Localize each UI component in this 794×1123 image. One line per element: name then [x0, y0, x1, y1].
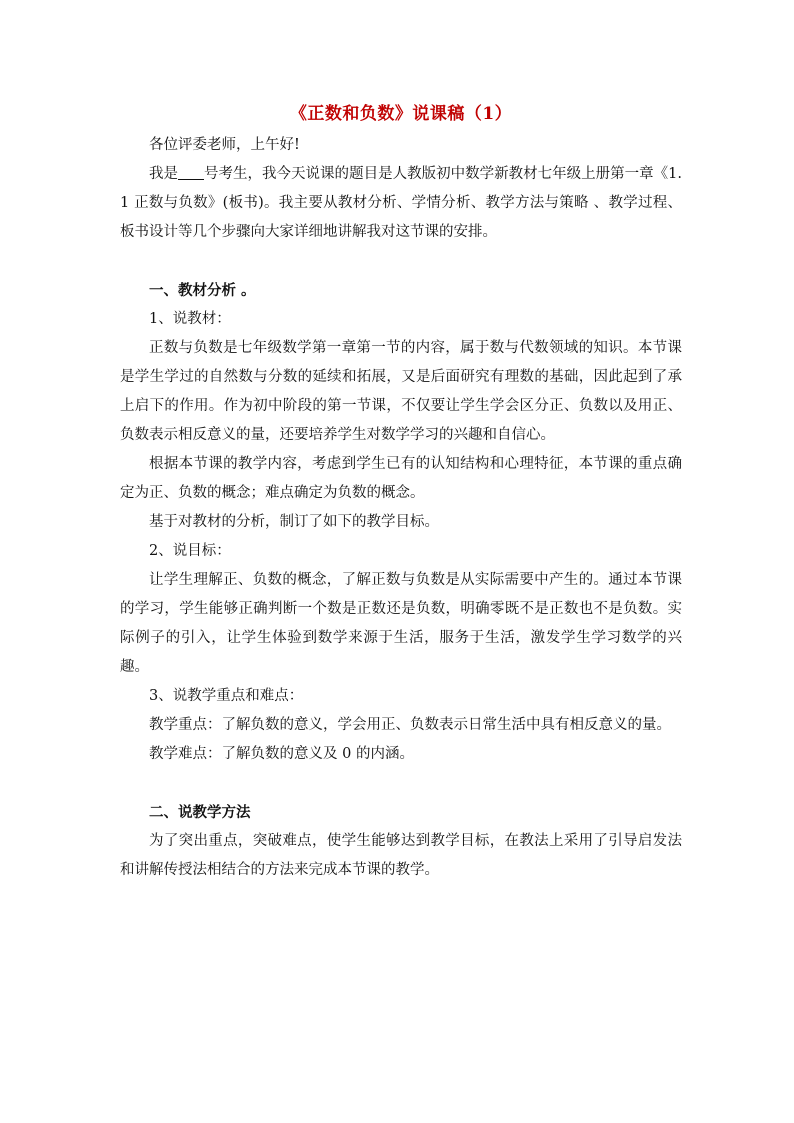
section1-sub2-label: 2、说目标： — [149, 543, 231, 559]
section1-sub2-paragraph1: 让学生理解正、负数的概念，了解正数与负数是从实际需要中产生的。通过本节课的学习，学生能够正确判断一个数是正数还是负数，明确零既不是正数也不是负数。实际例子的引入，让学生体验到数学来源于生活，服务于生活，激发学生学习数学的兴趣。 — [120, 572, 682, 675]
document-page — [120, 100, 682, 885]
section2-paragraph1: 为了突出重点，突破难点，使学生能够达到教学目标，在教法上采用了引导启发法和讲解传授法相结合的方法来完成本节课的教学。 — [120, 833, 682, 878]
candidate-number-blank — [178, 165, 204, 180]
intro-paragraph — [120, 160, 682, 247]
section1-sub1-paragraph3: 基于对教材的分析，制订了如下的教学目标。 — [149, 514, 439, 530]
spacer — [120, 247, 682, 276]
section1-heading: 一、教材分析 。 — [149, 282, 256, 299]
intro-after-blank: 号考生，我今天说课的题目是人教版初中数学新教材七年级上册第一章《1.1 正数与负数》(板书)。我主要从教材分析、学情分析、教学方法与策略 、教学过程、板书设计等几个步骤向大家详细地讲解我对这节课的安排。 — [120, 166, 682, 240]
intro-before-blank: 我是 — [149, 166, 179, 182]
section1-sub3-paragraph1: 教学重点：了解负数的意义，学会用正、负数表示日常生活中具有相反意义的量。 — [149, 717, 671, 733]
document-title: 《正数和负数》说课稿（1） — [289, 104, 513, 124]
section1-sub1-paragraph2: 根据本节课的教学内容，考虑到学生已有的认知结构和心理特征，本节课的重点确定为正、负数的概念；难点确定为负数的概念。 — [120, 456, 682, 501]
section1-sub1-label: 1、说教材： — [149, 311, 231, 327]
greeting: 各位评委老师，上午好! — [149, 137, 300, 153]
section2-heading: 二、说教学方法 — [149, 804, 251, 821]
section1-sub3-paragraph2: 教学难点：了解负数的意义及 0 的内涵。 — [149, 746, 414, 762]
spacer — [120, 769, 682, 798]
section1-sub1-paragraph1: 正数与负数是七年级数学第一章第一节的内容，属于数与代数领域的知识。本节课是学生学过的自然数与分数的延续和拓展，又是后面研究有理数的基础，因此起到了承上启下的作用。作为初中阶段的第一节课，不仅要让学生学会区分正、负数以及用正、负数表示相反意义的量，还要培养学生对数学学习的兴趣和自信心。 — [120, 340, 682, 443]
section1-sub3-label: 3、说教学重点和难点： — [149, 688, 304, 704]
